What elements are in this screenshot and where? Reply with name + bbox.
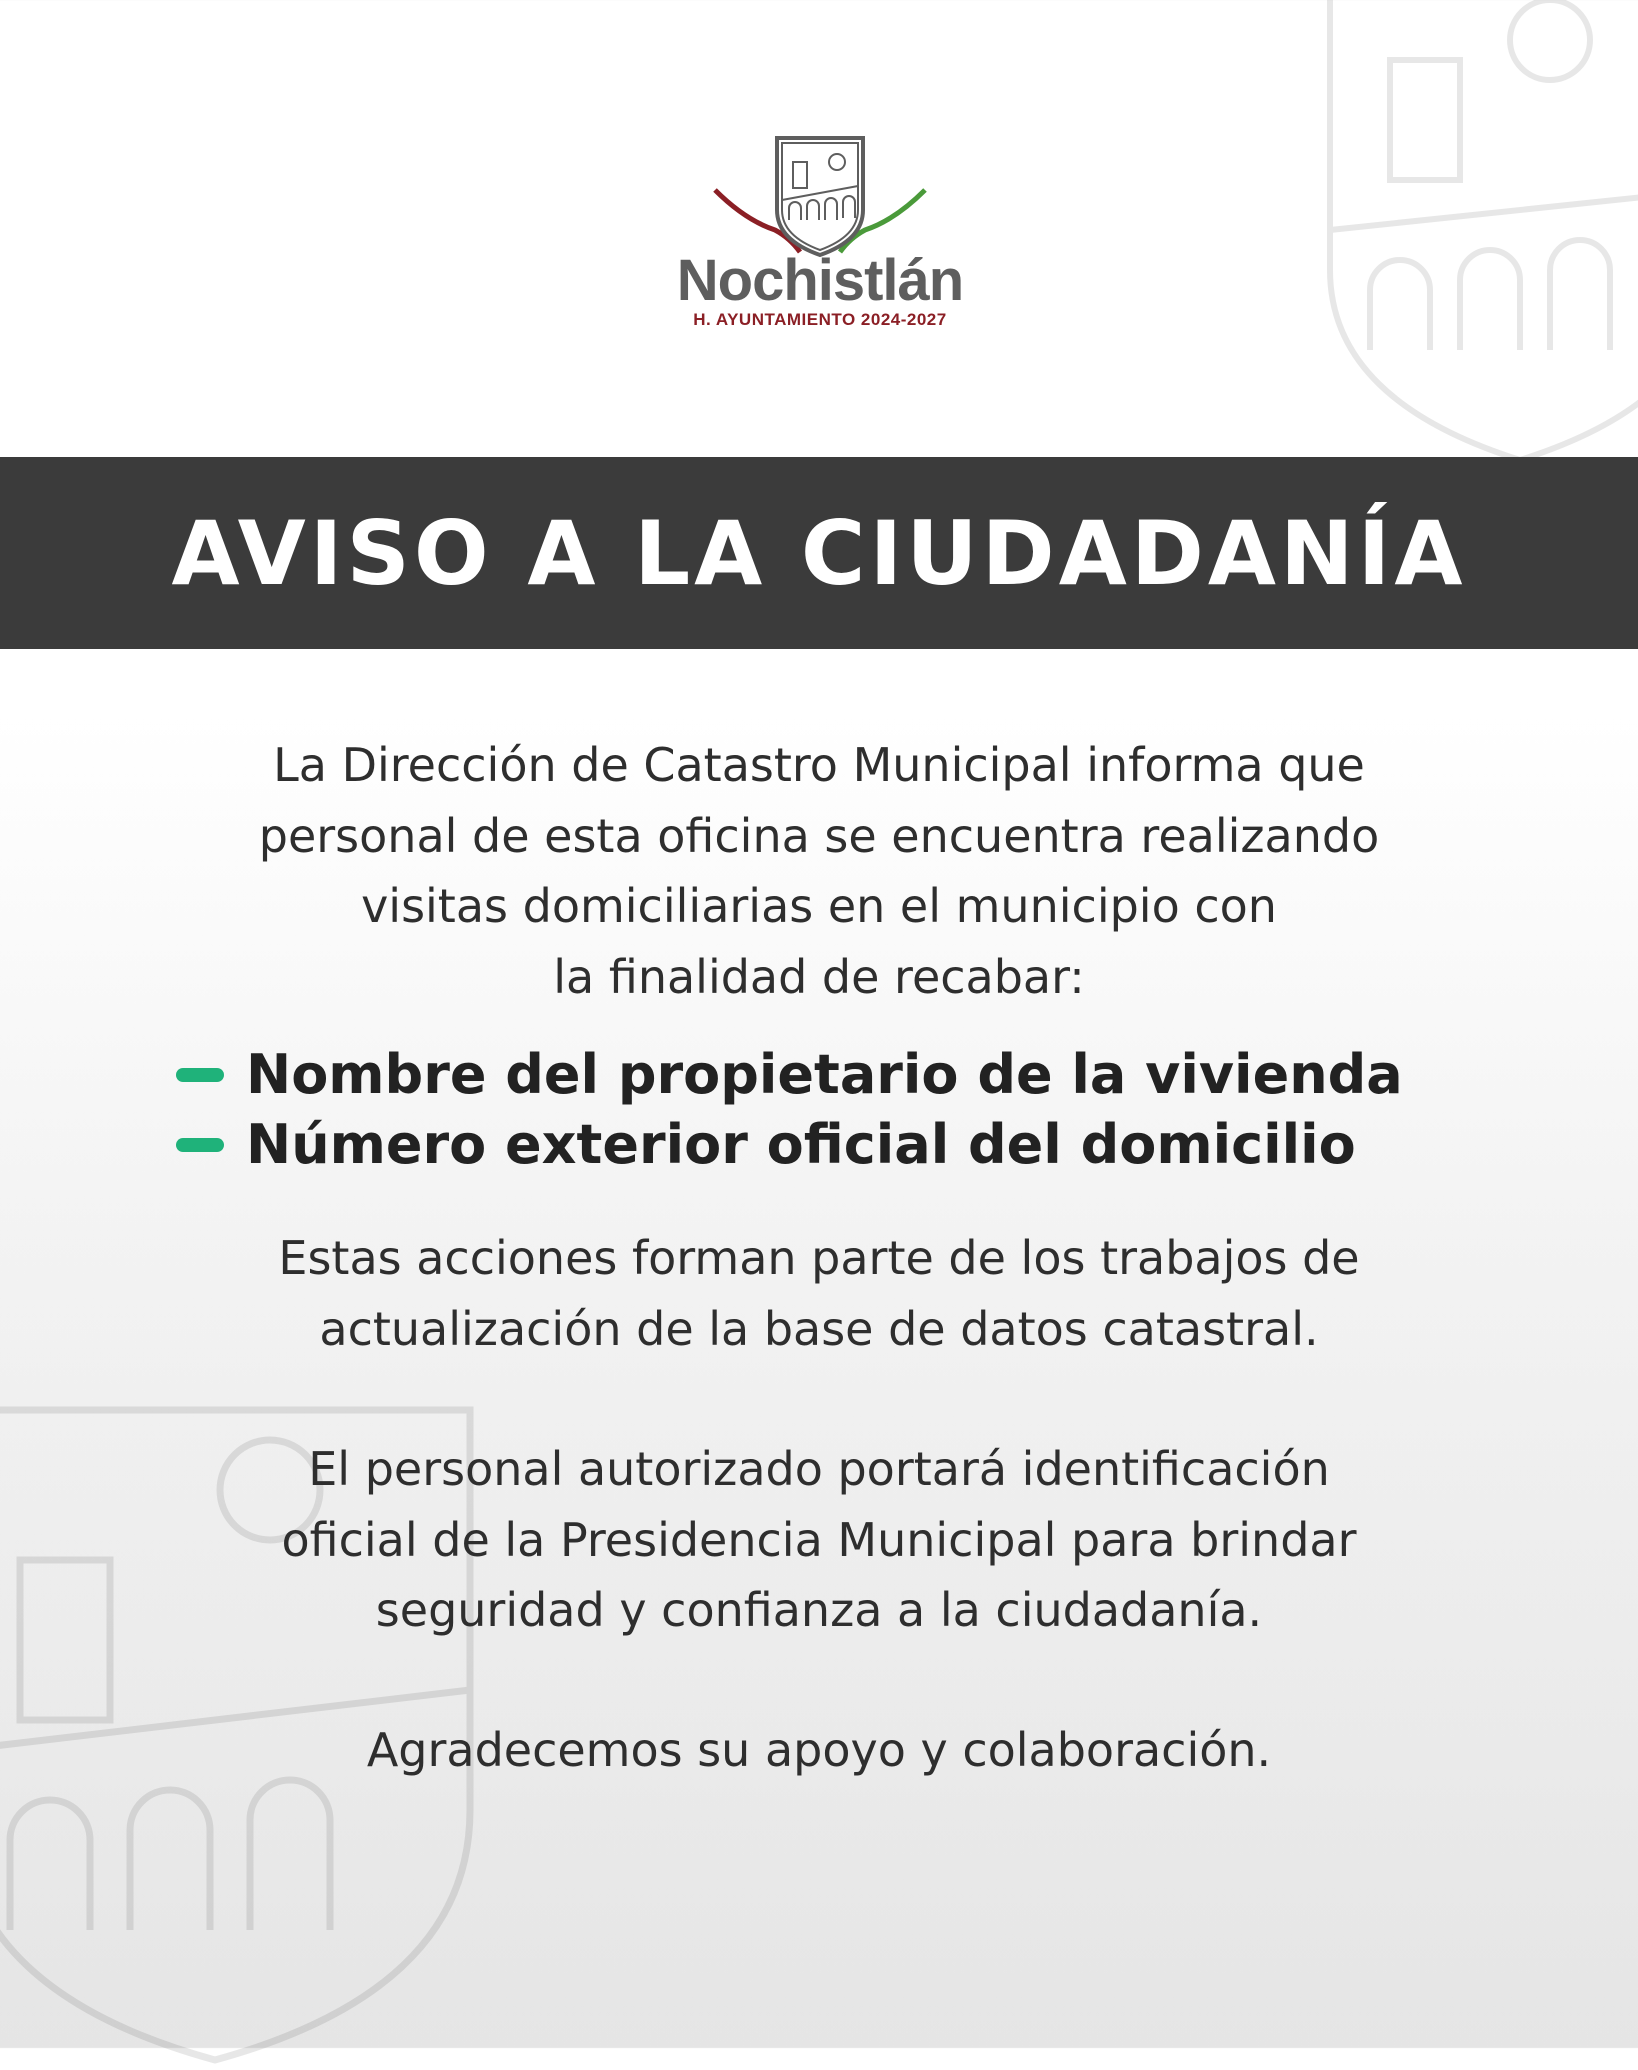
bullet-list — [176, 1040, 1403, 1180]
intro-line: visitas domiciliarias en el municipio con — [361, 879, 1277, 933]
municipal-logo — [660, 130, 980, 330]
purpose-line: Estas acciones forman parte de los trabajos de — [278, 1231, 1360, 1285]
notice-title: AVISO A LA CIUDADANÍA — [171, 501, 1467, 605]
identification-line: El personal autorizado portará identificación — [308, 1442, 1330, 1496]
thanks-text: Agradecemos su apoyo y colaboración. — [366, 1723, 1272, 1777]
bullet-dash-icon — [176, 1138, 224, 1152]
intro-line: La Dirección de Catastro Municipal informa que — [273, 738, 1365, 792]
logo-subtitle: H. AYUNTAMIENTO 2024-2027 — [693, 310, 947, 329]
identification-line: seguridad y confianza a la ciudadanía. — [375, 1583, 1263, 1637]
bullet-text: Número exterior oficial del domicilio — [246, 1113, 1356, 1176]
list-item — [176, 1040, 1403, 1110]
purpose-line: actualización de la base de datos catastral. — [319, 1301, 1319, 1356]
shield-emblem-icon — [705, 130, 935, 260]
list-item — [176, 1110, 1403, 1180]
identification-line: oficial de la Presidencia Municipal para brindar — [281, 1512, 1357, 1567]
intro-line: personal de esta oficina se encuentra realizando — [258, 808, 1380, 863]
logo-name: Nochistlán — [676, 248, 964, 313]
intro-line: la finalidad de recabar: — [553, 949, 1085, 1004]
shield-watermark-top-right — [1310, 0, 1638, 470]
bullet-dash-icon — [176, 1068, 224, 1082]
intro-paragraph — [0, 730, 1638, 1012]
bullet-text: Nombre del propietario de la vivienda — [246, 1043, 1403, 1106]
purpose-paragraph — [0, 1223, 1638, 1364]
title-banner — [0, 457, 1638, 649]
identification-paragraph — [0, 1434, 1638, 1646]
